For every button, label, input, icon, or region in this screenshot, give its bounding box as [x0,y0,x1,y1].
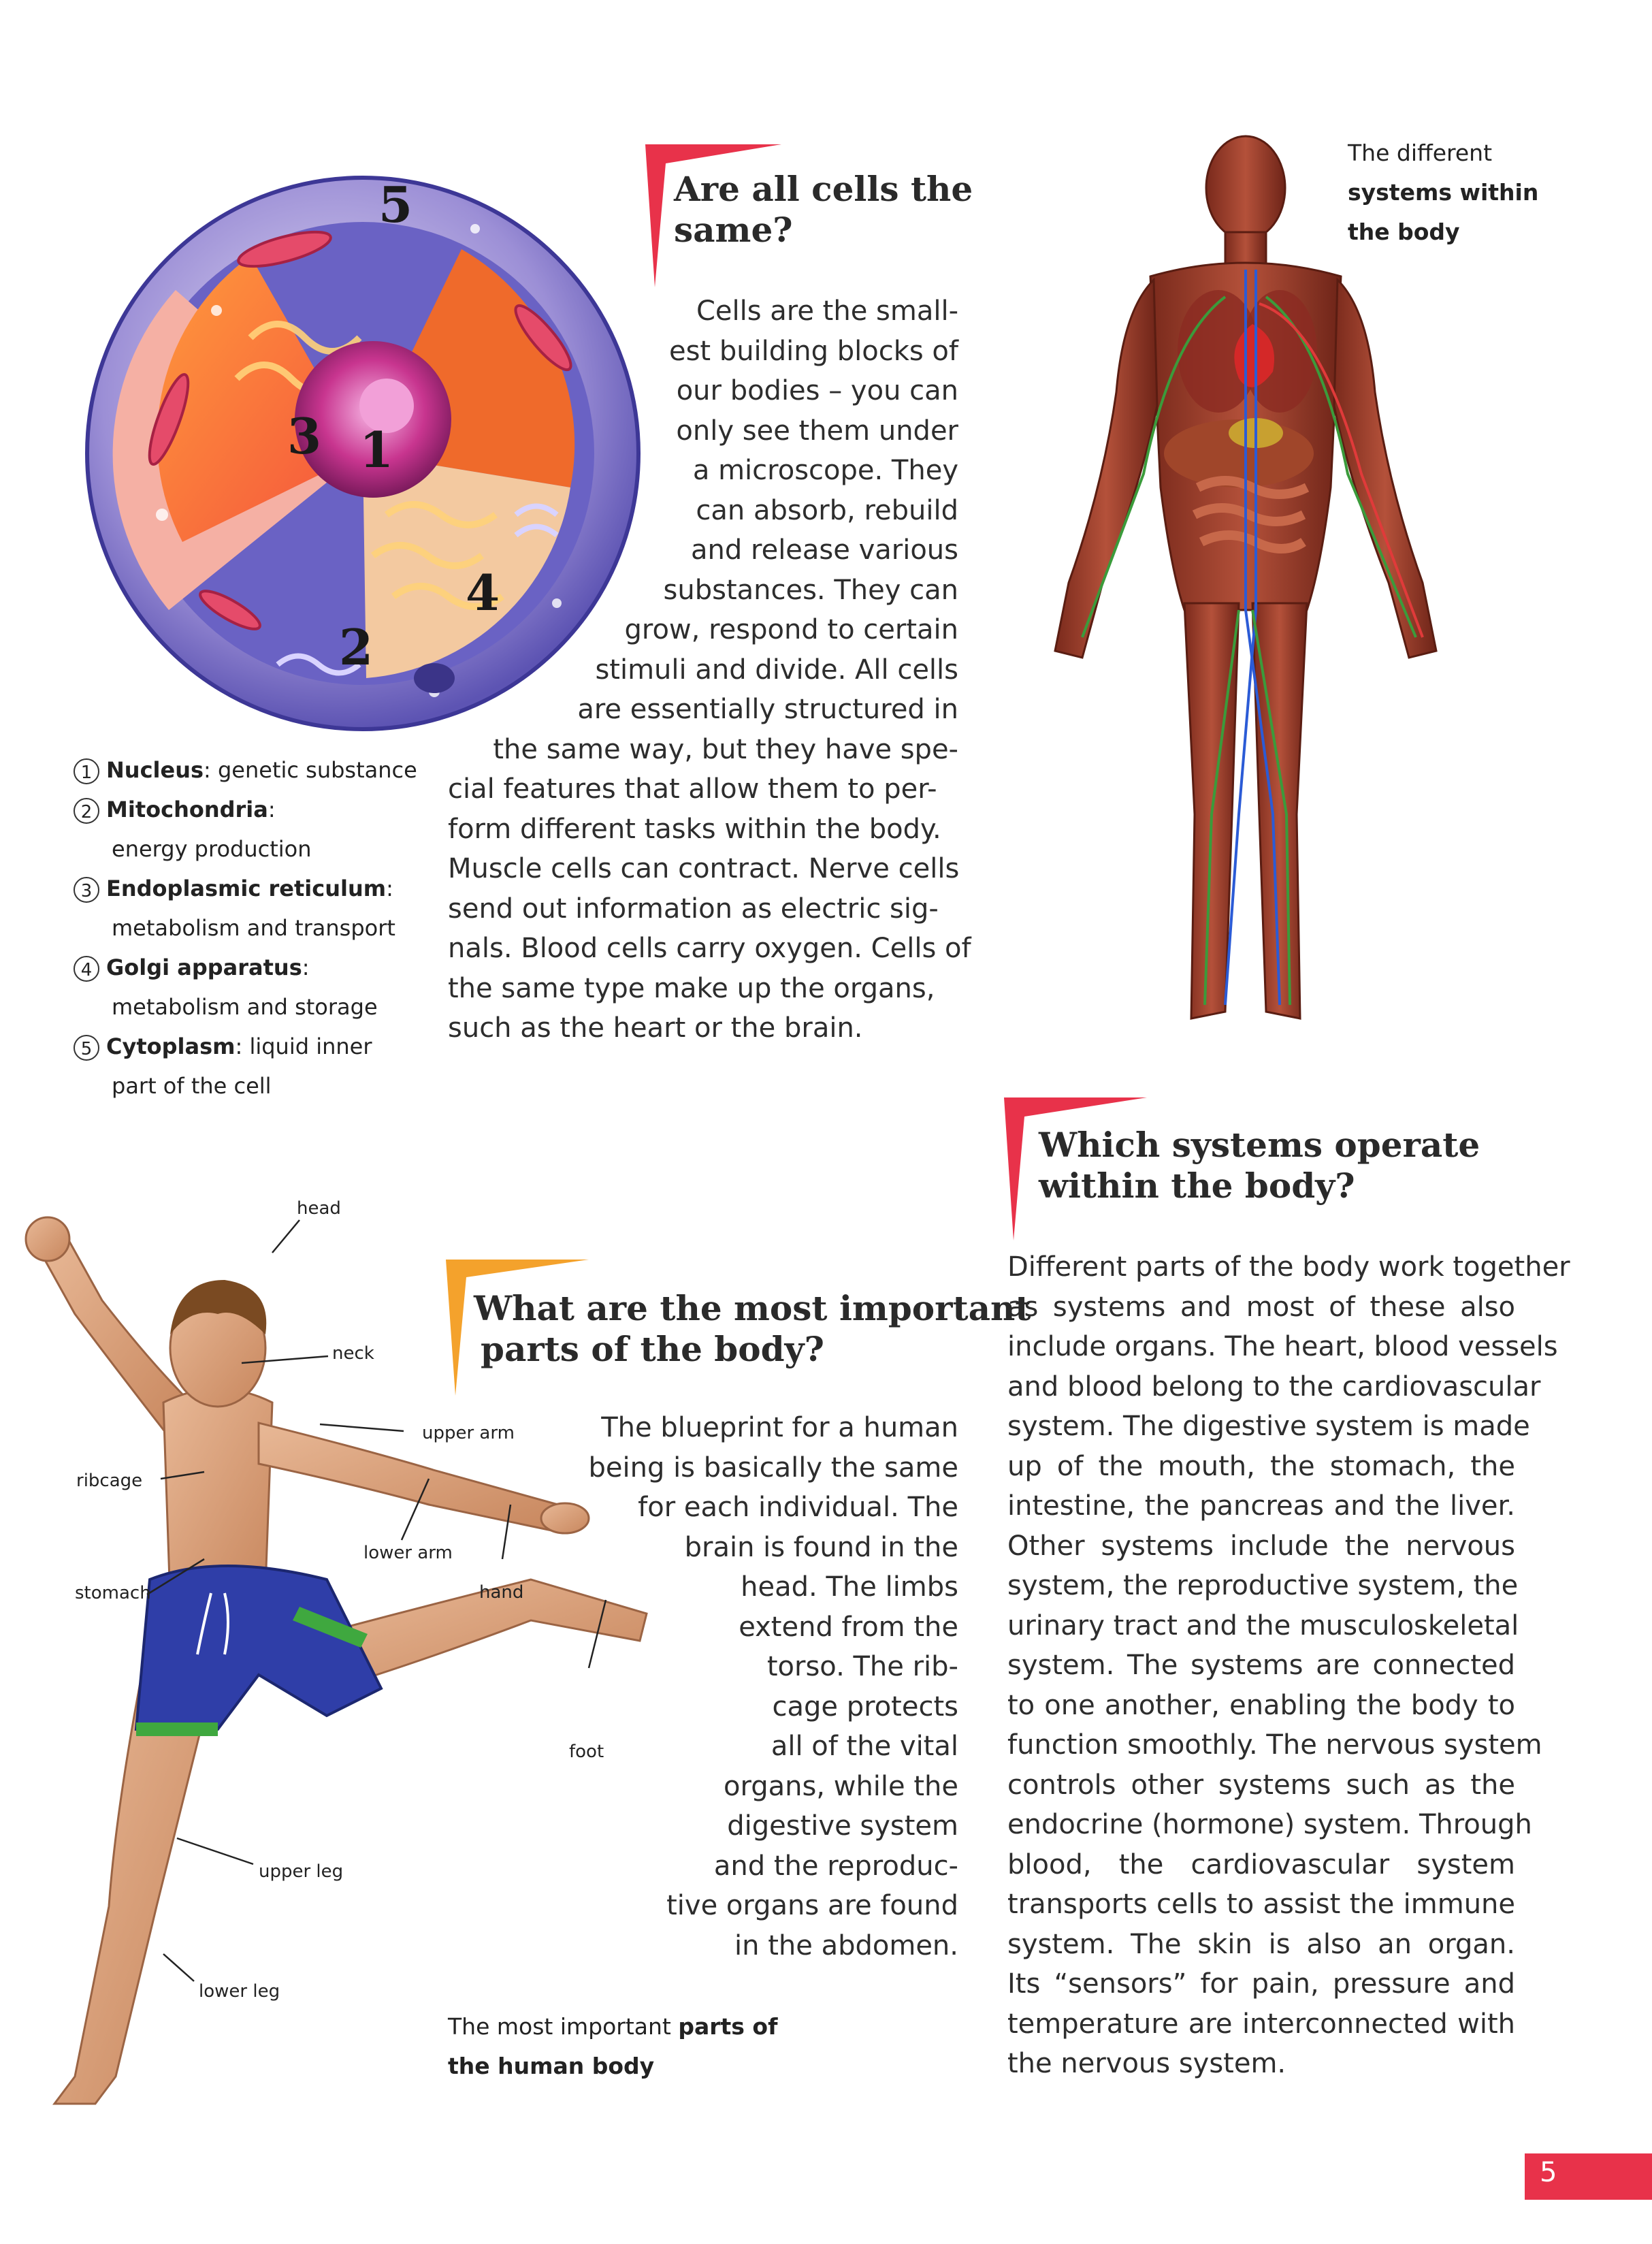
cell-number-5: 5 [378,176,413,234]
parts-caption-bold: parts of [678,2013,778,2040]
heading-systems: Which systems operate within the body? [1039,1125,1480,1206]
legend-item-cytoplasm: 5 Cytoplasm: liquid inner [74,1029,372,1063]
legend-desc: metabolism and transport [112,915,395,941]
legend-item-er: 3 Endoplasmic reticulum: [74,871,393,905]
cell-number-3: 3 [287,407,322,465]
label-lower-leg: lower leg [199,1981,280,2002]
legend-desc: metabolism and storage [112,994,378,1020]
legend-item-mitochondria: 2 Mitochondria: [74,792,276,827]
parts-caption-normal: The most important [448,2013,679,2040]
cell-number-2: 2 [339,618,374,676]
human-anatomy-systems-illustration [1021,133,1470,1046]
systems-image-caption [1348,133,1538,252]
legend-term: Cytoplasm [106,1033,236,1059]
legend-number: 4 [74,956,99,982]
legend-number: 5 [74,1035,99,1061]
systems-caption-line3: the body [1348,219,1460,245]
legend-term: Golgi apparatus [106,955,302,980]
systems-caption-line1: The different [1348,140,1493,166]
legend-number: 2 [74,798,99,824]
legend-term: Endoplasmic reticulum [106,876,387,901]
legend-term: Mitochondria [106,797,268,822]
label-stomach: stomach [75,1583,151,1603]
parts-body-text: The blueprint for a human being is basically the same for each individual. The brain is found in the head. The limbs extend from the torso. The rib- cage protects all of the vital organs, while the digestive system and the reproduc- tive organs are found in the abdomen. [588,1412,958,1961]
heading-cells: Are all cells the same? [674,169,973,250]
legend-item-golgi: 4 Golgi apparatus: [74,950,310,984]
label-upper-leg: upper leg [259,1861,344,1882]
parts-caption-bold-line2: the human body [448,2053,655,2079]
legend-desc: energy production [112,836,312,862]
systems-body-text: Different parts of the body work together as systems and most of these also include organs. The heart, blood vessels and blood belong to the cardiovascular system. The digestive system is made up of the mouth, the stomach, the intestine, the pancreas and the liver. Other systems include the nervous system, the reproductive system, the urinary tract and the musculoskeletal system. The systems are connected to one another, enabling the body to function smoothly. The nervous system controls other systems such as the endocrine (hormone) system. Through blood, the cardiovascular system transports cells to assist the immune system. The skin is also an organ. Its “sensors” for pain, pressure and temperature are interconnected with the nervous system. [1007,1251,1570,2079]
label-ribcage: ribcage [76,1471,143,1491]
cells-body-text-lower: cial features that allow them to per- form different tasks within the body. Muscle cells can contract. Nerve cells send out information as electric sig- nals. Blood cells carry oxygen. Cells of the same type make up the organs, such as the heart or the brain. [448,773,971,1044]
label-neck: neck [332,1343,374,1364]
label-head: head [297,1198,341,1219]
label-upper-arm: upper arm [422,1423,515,1443]
legend-number: 1 [74,758,99,784]
label-hand: hand [479,1582,524,1603]
page-number: 5 [1540,2157,1557,2188]
legend-desc: genetic substance [217,757,417,783]
legend-item-nucleus: 1 Nucleus: genetic substance [74,753,417,787]
systems-caption-line2: systems within [1348,179,1539,206]
legend-number: 3 [74,877,99,903]
legend-term: Nucleus [106,757,204,783]
cells-body-text: Cells are the small- est building blocks of our bodies – you can only see them under a microscope. They can absorb, rebuild and release various substances. They can grow, respond to certain stimuli and divide. All cells are essentially structured in the same way, but they have spe- [493,295,958,765]
cell-number-1: 1 [359,421,394,479]
parts-image-caption [448,2007,777,2086]
cell-number-4: 4 [466,564,500,622]
label-foot: foot [569,1742,604,1762]
legend-desc: part of the cell [112,1073,272,1099]
heading-parts: What are the most important parts of the body? [474,1288,1031,1369]
legend-desc: liquid inner [249,1033,372,1059]
label-lower-arm: lower arm [363,1543,453,1563]
